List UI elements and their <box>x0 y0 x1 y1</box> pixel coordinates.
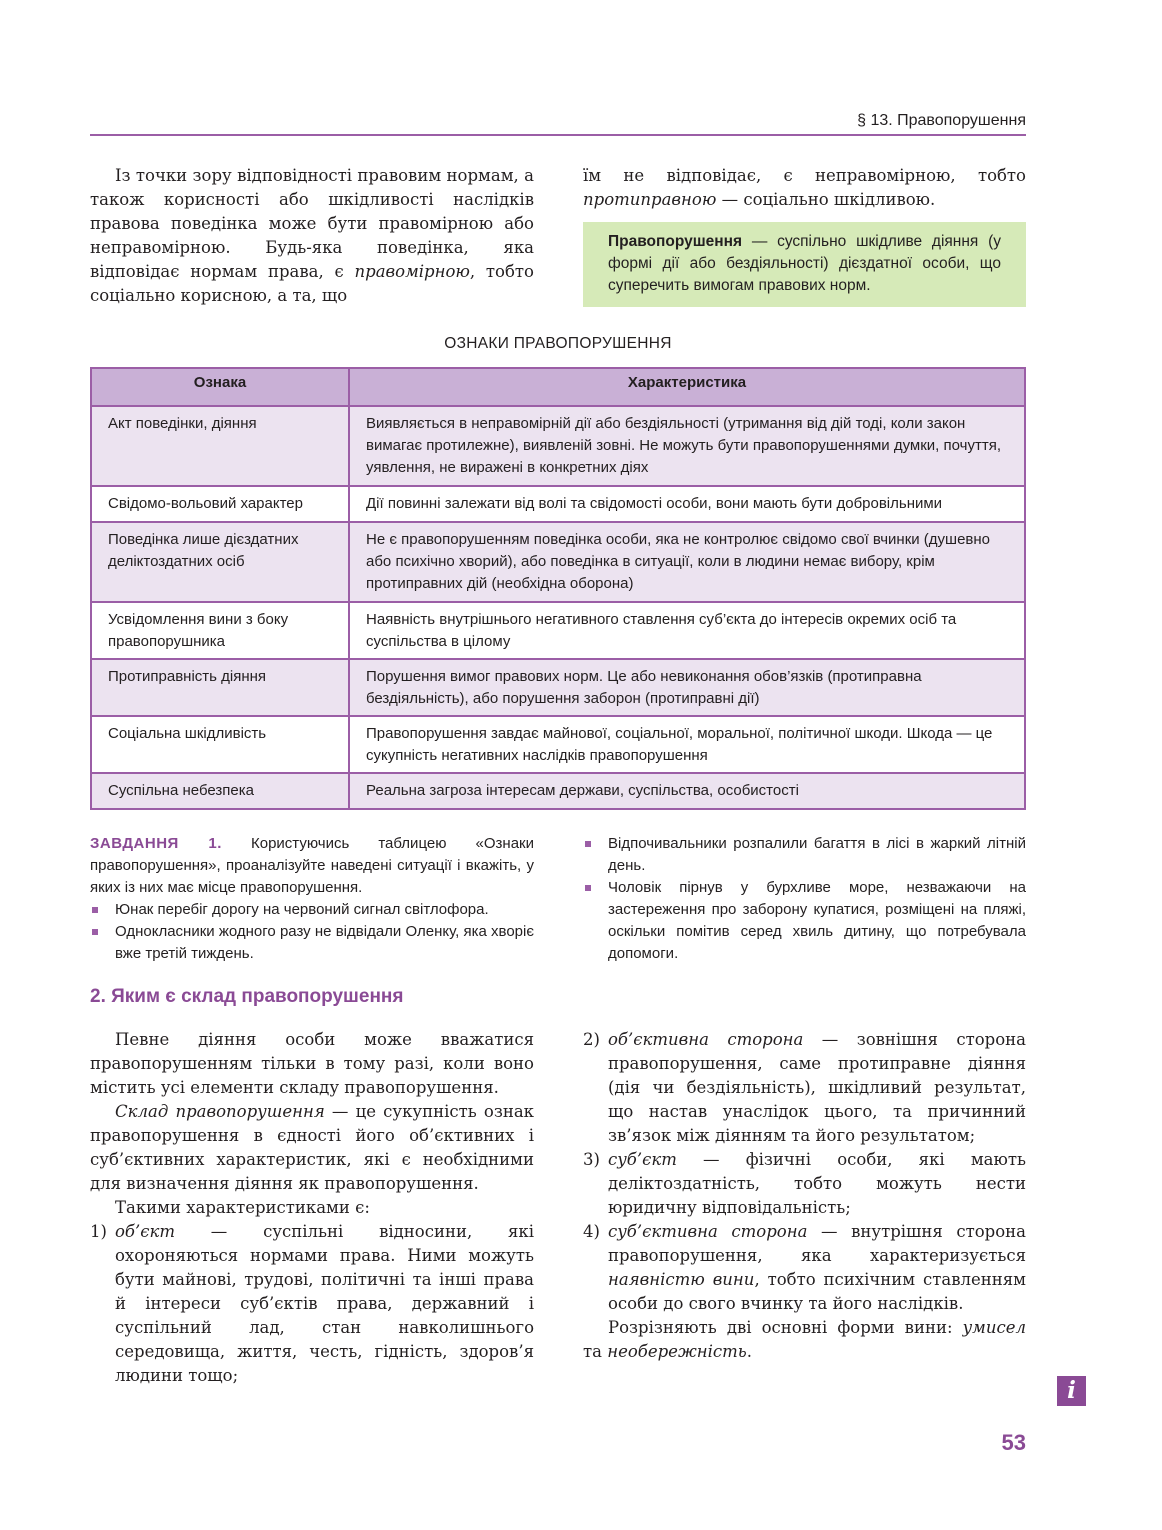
info-icon: i <box>1057 1376 1086 1406</box>
list-item <box>583 833 1026 877</box>
table-row <box>91 522 1025 602</box>
guilt-negligence: необережність <box>607 1342 747 1361</box>
item-term: об’єкт <box>115 1222 175 1241</box>
page-number: 53 <box>1001 1430 1026 1455</box>
guilt-end: . <box>746 1342 752 1361</box>
table-cell-sign: Протиправність діяння <box>91 659 349 716</box>
composition-text: — це сукупність ознак правопорушення в єдності його об’єктивних і суб’єктивних характеристик, які є необхідними для визначення діяння як правопорушення. <box>90 1102 534 1193</box>
intro-emphasis-unlawful: протиправною <box>583 190 717 209</box>
definition-text: — суспільно шкідливе діяння (у формі дії або бездіяльності) дієздатної особи, що суперечить вимогам правових норм. <box>608 233 1001 294</box>
task-label: ЗАВДАННЯ 1. <box>90 835 222 852</box>
list-item <box>583 1220 1026 1316</box>
table-row <box>91 773 1025 809</box>
table-cell-desc: Не є правопорушенням поведінка особи, яка не контролює свідомо свої вчинки (душевно або психічно хворий), або поведінка в ситуації, коли в людини немає вибору, крім протиправних дій (необхідна оборона) <box>349 522 1025 602</box>
item-text: — зовнішня сторона правопорушення, саме протиправне діяння (дія чи бездіяльність), шкідливий результат, що настав унаслідок цього, та причинний зв’язок між діянням та його результатом; <box>608 1030 1026 1145</box>
definition-term: Правопорушення <box>608 233 743 250</box>
intro-text-d: — соціально шкідливою. <box>716 190 936 209</box>
table-cell-desc: Наявність внутрішнього негативного ставлення суб’єкта до інтересів окремих осіб та суспільства в цілому <box>349 602 1025 659</box>
guilt-text: Розрізняють дві основні форми вини: <box>608 1318 963 1337</box>
list-item-text: Чоловік пірнув у бурхливе море, незважаючи на застереження про заборону купатися, розміщені на пляжі, оскільки помітив серед хвиль дитину, що потребувала допомоги. <box>608 879 1026 962</box>
column-header-characteristic: Характеристика <box>349 368 1025 406</box>
table-caption: ОЗНАКИ ПРАВОПОРУШЕННЯ <box>444 335 672 352</box>
intro-paragraph-cont <box>583 164 1026 212</box>
table-cell-sign: Акт поведінки, діяння <box>91 406 349 486</box>
task-list-right <box>583 833 1026 965</box>
item-term: суб’єктивна сторона <box>608 1222 808 1241</box>
item-number: 3) <box>583 1150 600 1169</box>
item-text: — фізичні особи, які мають деліктоздатність, тобто можуть нести юридичну відповідальність; <box>608 1150 1026 1217</box>
section-header: § 13. Правопорушення <box>857 112 1026 129</box>
list-item <box>90 921 534 965</box>
table-cell-desc: Дії повинні залежати від волі та свідомості особи, вони мають бути добровільними <box>349 486 1025 522</box>
intro-paragraph <box>90 164 534 308</box>
elements-list-left <box>90 1220 534 1388</box>
item-term: об’єктивна сторона <box>608 1030 804 1049</box>
column-header-sign: Ознака <box>91 368 349 406</box>
list-item-text: Юнак перебіг дорогу на червоний сигнал світлофора. <box>115 901 489 918</box>
task-list-left <box>90 899 534 965</box>
table-cell-desc: Реальна загроза інтересам держави, суспільства, особистості <box>349 773 1025 809</box>
item-number: 2) <box>583 1030 600 1049</box>
bullet-square-icon <box>92 907 98 913</box>
item-number: 1) <box>90 1222 107 1241</box>
guilt-forms-paragraph <box>583 1316 1026 1364</box>
list-item-text: Однокласники жодного разу не відвідали Оленку, яка хворіє вже третій тиждень. <box>115 923 534 962</box>
intro-emphasis-lawful: правомірною <box>354 262 470 281</box>
table-cell-sign: Усвідомлення вини з боку правопорушника <box>91 602 349 659</box>
elements-list-right <box>583 1028 1026 1316</box>
section2-paragraph: Певне діяння особи може вважатися правопорушенням тільки в тому разі, коли воно містить усі елементи складу правопорушення. <box>90 1030 534 1097</box>
table-cell-sign: Соціальна шкідливість <box>91 716 349 773</box>
task-instructions <box>90 833 534 899</box>
table-row <box>91 659 1025 716</box>
list-item <box>583 1148 1026 1220</box>
list-item <box>583 877 1026 965</box>
task-right <box>583 833 1026 965</box>
guilt-intent: умисел <box>962 1318 1026 1337</box>
table-row <box>91 406 1025 486</box>
table-row <box>91 486 1025 522</box>
item-text: — суспільні відносини, які охороняються нормами права. Ними можуть бути майнові, трудові, політичні та інші права й інтереси суб’єктів права, державний і суспільний лад, стан навколишнього середовища, життя, честь, гідність, здоров’я людини тощо; <box>115 1222 534 1385</box>
guilt-and: та <box>583 1342 608 1361</box>
table-cell-sign: Суспільна небезпека <box>91 773 349 809</box>
section2-lead: Такими характеристиками є: <box>115 1198 370 1217</box>
list-item <box>583 1028 1026 1148</box>
list-item-text: Відпочивальники розпалили багаття в лісі в жаркий літній день. <box>608 835 1026 874</box>
intro-left <box>90 164 534 308</box>
task-left <box>90 833 534 965</box>
table-cell-desc: Правопорушення завдає майнової, соціальної, моральної, політичної шкоди. Шкода — це сукупність негативних наслідків правопорушення <box>349 716 1025 773</box>
section2-left <box>90 1028 534 1388</box>
table-cell-desc: Виявляється в неправомірній дії або бездіяльності (утримання від дій тоді, коли закон вимагає протилежне), виявленій зовні. Не можуть бути правопорушеннями думки, почуття, уявлення, не виражені в конкретних діях <box>349 406 1025 486</box>
bullet-square-icon <box>585 885 591 891</box>
item-number: 4) <box>583 1222 600 1241</box>
table-row <box>91 716 1025 773</box>
list-item <box>90 899 534 921</box>
section-title: 2. Яким є склад правопорушення <box>90 986 404 1007</box>
list-item <box>90 1220 534 1388</box>
table-cell-sign: Свідомо-вольовий характер <box>91 486 349 522</box>
bullet-square-icon <box>585 841 591 847</box>
item-text-end: , тобто психічним ставленням особи до свого вчинку та його наслідків. <box>608 1270 1027 1313</box>
item-term-guilt: наявністю вини <box>608 1270 755 1289</box>
header-divider <box>90 134 1026 136</box>
section2-right <box>583 1028 1026 1364</box>
intro-text-c: їм не відповідає, є неправомірною, тобто <box>583 166 1026 185</box>
running-header <box>90 112 1026 134</box>
intro-right <box>583 164 1026 212</box>
table-row <box>91 602 1025 659</box>
table-cell-sign: Поведінка лише дієздатних деліктоздатних осіб <box>91 522 349 602</box>
section2-definition <box>90 1100 534 1196</box>
intro-text-a: Із точки зору відповідності правовим нормам, а також корисності або шкідливості наслідків правова поведінка може бути правомірною або неправомірною. Будь-яка поведінка, яка відповідає нормам права, є <box>90 166 534 281</box>
table-cell-desc: Порушення вимог правових норм. Це або невиконання обов’язків (протиправна бездіяльність), або порушення заборон (протиправні дії) <box>349 659 1025 716</box>
definition-box <box>583 222 1026 307</box>
item-text: — внутрішня сторона правопорушення, яка характеризується <box>608 1222 1027 1265</box>
bullet-square-icon <box>92 929 98 935</box>
item-term: суб’єкт <box>608 1150 677 1169</box>
task-text: Користуючись таблицею «Ознаки правопорушення», проаналізуйте наведені ситуації і вкажіть, у яких із них має місце правопорушення. <box>90 835 534 896</box>
table-header-row <box>91 368 1025 406</box>
composition-term: Склад правопорушення <box>115 1102 325 1121</box>
intro-text-b: , тобто соціально корисною, а та, що <box>90 262 534 305</box>
signs-table <box>90 367 1026 810</box>
